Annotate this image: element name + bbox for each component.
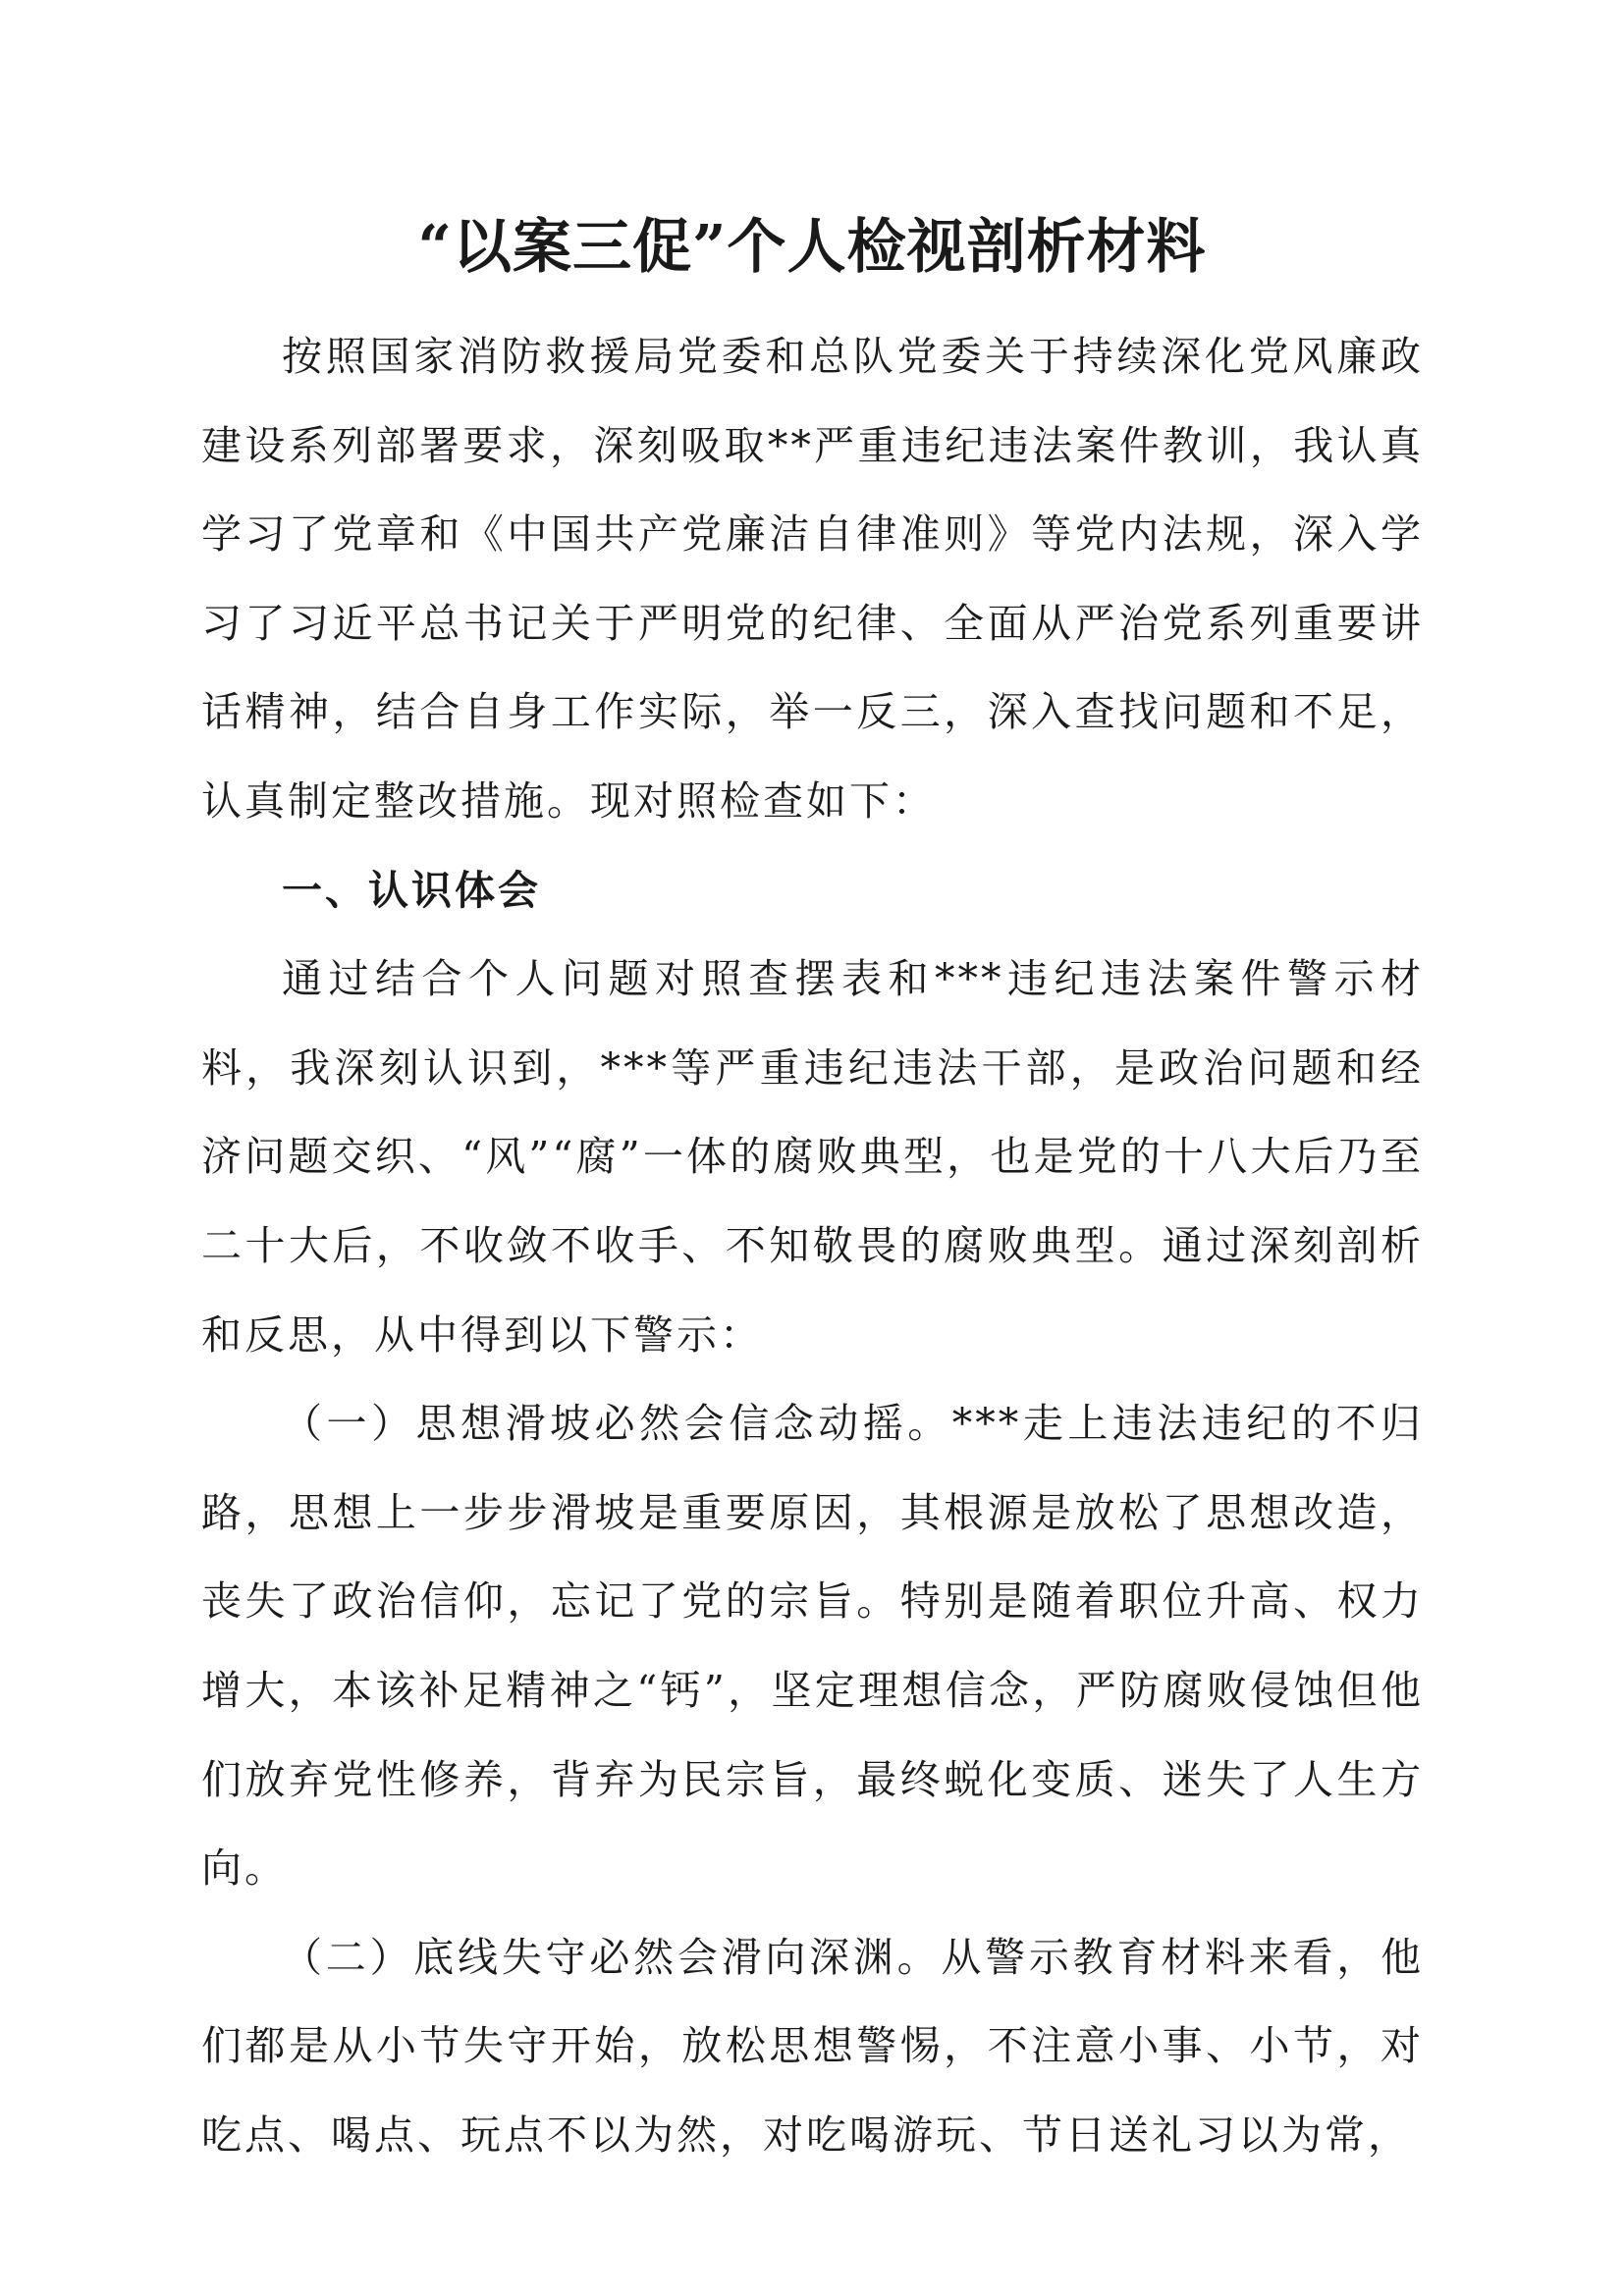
document-title: “以案三促”个人检视剖析材料 [417,213,1207,282]
section-paragraph: 通过结合个人问题对照查摆表和***违纪违法案件警示材料，我深刻认识到，***等严重违纪违法干部，是政治问题和经济问题交织、“风”“腐”一体的腐败典型，也是党的十八大后乃至二十大后，不收敛不收手、不知敬畏的腐败典型。通过深刻剖析和反思，从中得到以下警示： [201,955,1424,1359]
section-heading: 一、认识体会 [282,866,541,914]
point-one-paragraph: （一）思想滑坡必然会信念动摇。***走上违法违纪的不归路，思想上一步步滑坡是重要原因，其根源是放松了思想改造，丧失了政治信仰，忘记了党的宗旨。特别是随着职位升高、权力增大，本该补足精神之“钙”，坚定理想信念，严防腐败侵蚀但他们放弃党性修养，背弃为民宗旨，最终蜕化变质、迷失了人生方向。 [201,1400,1424,1893]
document-body [201,312,1424,2179]
point-two-paragraph: （二）底线失守必然会滑向深渊。从警示教育材料来看，他们都是从小节失守开始，放松思想警惕，不注意小事、小节，对吃点、喝点、玩点不以为然，对吃喝游玩、节日送礼习以为常， [201,1933,1424,2159]
intro-paragraph: 按照国家消防救援局党委和总队党委关于持续深化党风廉政建设系列部署要求，深刻吸取**严重违纪违法案件教训，我认真学习了党章和《中国共产党廉洁自律准则》等党内法规，深入学习了习近平总书记关于严明党的纪律、全面从严治党系列重要讲话精神，结合自身工作实际，举一反三，深入查找问题和不足，认真制定整改措施。现对照检查如下： [201,333,1424,825]
